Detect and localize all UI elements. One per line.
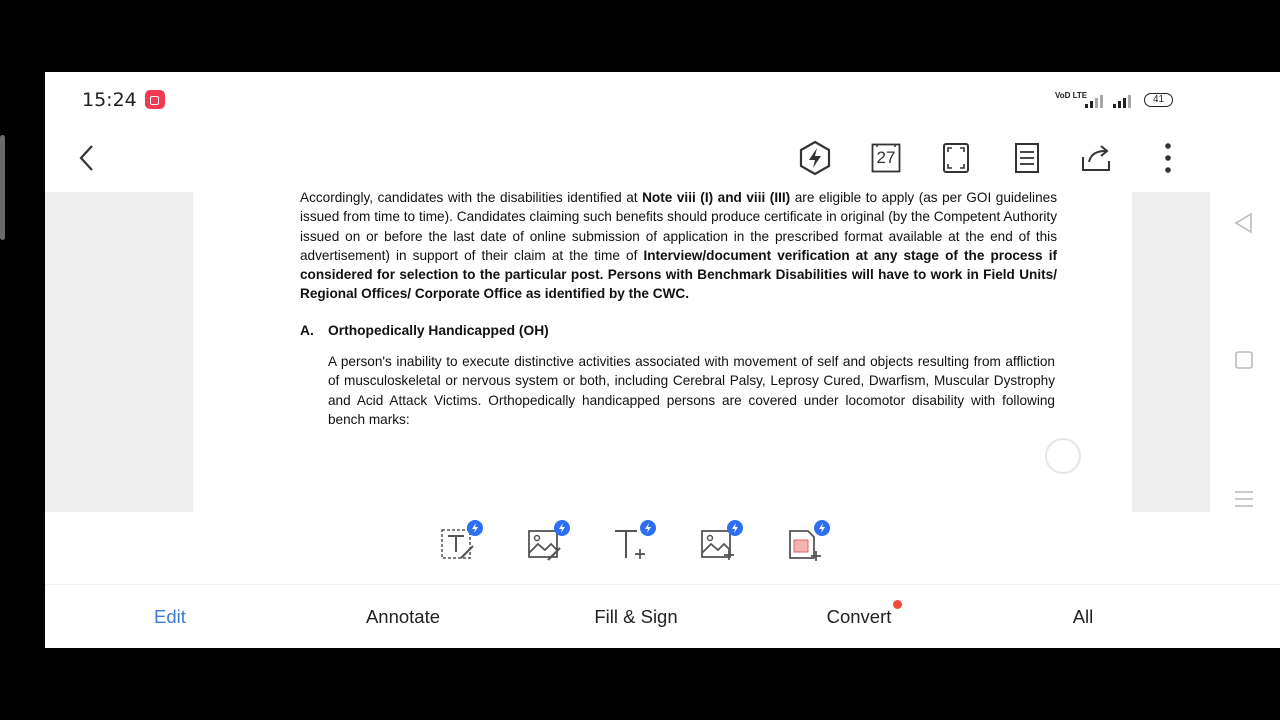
nav-recents-button[interactable] [1231,486,1257,512]
notification-dot [893,600,902,609]
text-run: Interview/document verification at any stage of the process if considered for selection to the particular post. Persons with Benchmark Disabilities will have to work in Field Units/ Regional Offices/ Corporate Office as identified by the CWC. [300,247,1058,302]
document-page [193,192,1132,512]
clock: 15:24 [82,89,137,111]
edit-text-tool[interactable] [437,522,481,566]
quick-tools-button[interactable] [795,138,835,178]
signal-icon [1113,92,1131,108]
signal-icon [1085,92,1103,108]
section-heading [300,323,549,338]
status-bar [45,72,1280,128]
paragraph-eligibility [300,192,1057,304]
battery-icon [1144,93,1173,107]
phone-screen [45,72,1280,648]
page-view-icon [1013,142,1041,174]
left-scroll-indicator [0,135,5,240]
page-count: 27 [876,148,896,167]
share-icon [1080,143,1114,173]
lightning-badge-icon [798,140,832,176]
document-viewport[interactable] [45,192,1210,512]
top-toolbar [45,128,1280,192]
back-arrow-icon [77,143,97,173]
more-vertical-icon [1164,142,1172,174]
text-run: are eligible to apply (as per GOI guidelines issued from time to time). Candidates claiming such benefits should produce certificate in original (by the Competent Authority issued on or before the last date of online submission of application in the prescribed format available at the end of this advertisement) in support of their claim at the time of [300,192,1057,263]
premium-badge-icon [814,520,830,536]
edit-image-tool[interactable] [524,522,568,566]
battery-level: 41 [1152,94,1165,105]
section-title: Orthopedically Handicapped (OH) [328,323,549,338]
share-button[interactable] [1077,138,1117,178]
fullscreen-button[interactable] [936,138,976,178]
tab-fill-sign[interactable]: Fill & Sign [594,606,678,627]
tab-all[interactable]: All [1072,606,1094,627]
page-view-button[interactable] [1007,138,1047,178]
paragraph-oh-definition: A person's inability to execute distinctive activities associated with movement of self and objects resulting from affliction of musculoskeletal or nervous system or both, including Cerebral Palsy, Leprosy Cured, Dwarfism, Muscular Dystrophy and Acid Attack Victims. Orthopedically handicapped persons are covered under locomotor disability with following bench marks: [328,354,1055,427]
network-label: VoD LTE [1055,91,1088,100]
nav-home-button[interactable] [1231,347,1257,373]
fullscreen-icon [942,142,970,174]
tab-convert[interactable]: Convert [826,606,892,627]
add-image-tool[interactable] [697,522,741,566]
nav-back-button[interactable] [1231,210,1257,236]
bottom-tab-bar [45,592,1280,648]
premium-badge-icon [727,520,743,536]
tab-annotate[interactable]: Annotate [365,606,441,627]
add-text-tool[interactable] [610,522,654,566]
loading-circle-icon [1045,438,1081,474]
back-button[interactable] [67,138,107,178]
text-run: Note viii (I) and viii (III) [642,192,791,205]
more-button[interactable] [1148,138,1188,178]
text-run: Accordingly, candidates with the disabilities identified at [300,192,643,205]
screen-record-icon [145,90,165,109]
tab-edit[interactable]: Edit [154,606,186,627]
menu-lines-icon [1233,489,1255,509]
premium-badge-icon [554,520,570,536]
triangle-back-icon [1233,212,1255,234]
divider [45,584,1280,585]
premium-badge-icon [640,520,656,536]
edit-tools-bar [45,512,1280,584]
square-home-icon [1234,350,1254,370]
section-letter: A. [300,323,314,338]
add-page-tool[interactable] [784,522,828,566]
page-count-button[interactable] [866,138,906,178]
premium-badge-icon [467,520,483,536]
